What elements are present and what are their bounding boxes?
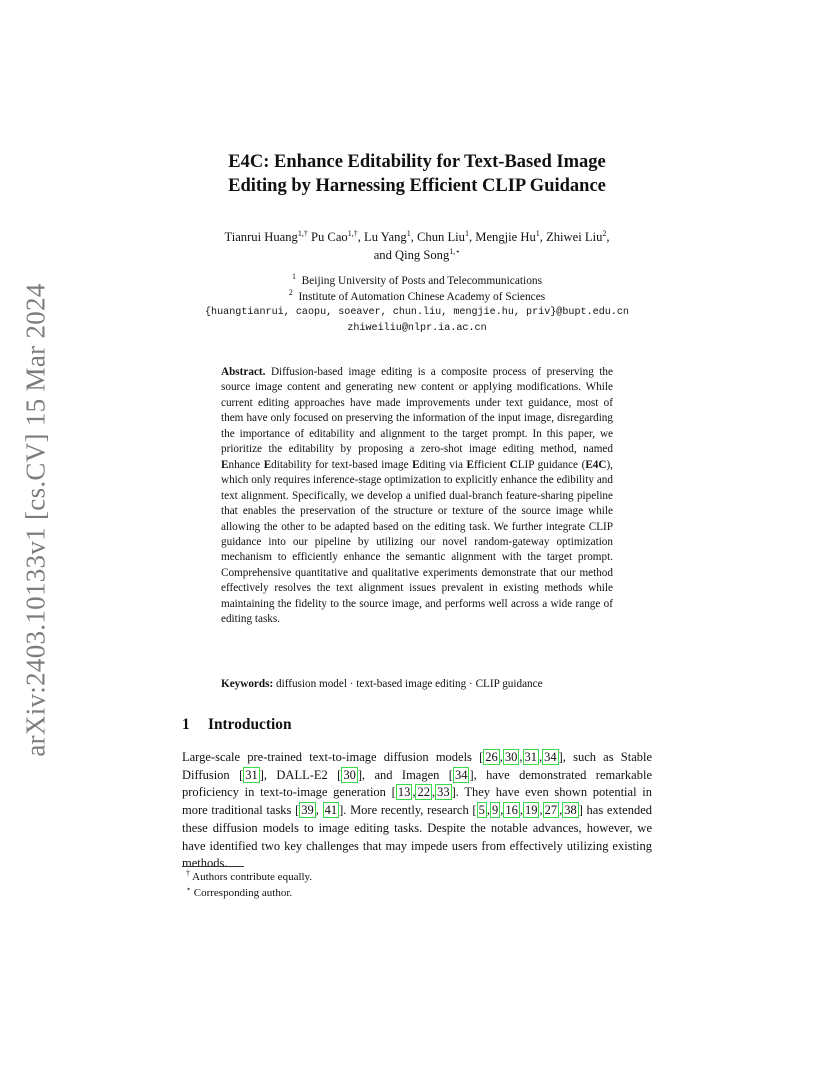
author-affil-mark: 1,†: [347, 228, 358, 238]
acronym-letter: E: [466, 458, 474, 471]
citation-separator: ,: [315, 803, 323, 818]
abstract: [221, 365, 613, 628]
body-text: ]. More recently, research [: [339, 803, 477, 818]
keywords: [221, 677, 641, 692]
citation-separator: ,: [486, 803, 490, 818]
abstract-text: Diffusion-based image editing is a composite process of preserving the source image content and generating new content or applying modifications. While current editing approaches have made improvements under text guidance, most of them have only focused on preserving the information of the input image, disregarding the importance of editability and alignment to the target prompt. In this paper, we prioritize the editability by proposing a zero-shot image editing method, named: [221, 366, 613, 456]
citation-separator: ,: [412, 785, 416, 800]
acronym-letter: E: [412, 458, 420, 471]
citation-separator: ,: [559, 803, 563, 818]
citation-link[interactable]: 5: [478, 803, 485, 818]
author-separator: ,: [606, 230, 610, 244]
footnote-mark: †: [186, 868, 190, 878]
footnote-text: Authors contribute equally.: [190, 871, 313, 883]
body-text: ], have demonstrated remarkable proficiency in text-to-image generation [: [182, 767, 653, 800]
author-affil-mark: 1: [535, 228, 540, 238]
footnote-rule: [182, 866, 244, 867]
acronym-letter: E: [221, 458, 229, 471]
author-affil-mark: 1: [464, 228, 469, 238]
footnote-mark: ⋆: [186, 884, 192, 894]
email-list: {huangtianrui, caopu, soeaver, chun.liu, mengjie.hu, priv}@bupt.edu.cn: [204, 307, 629, 318]
body-text: Large-scale pre-trained text-to-image diffusion models [: [182, 750, 484, 764]
citation-link[interactable]: 34: [454, 767, 468, 782]
citation-separator: ,: [431, 785, 436, 800]
abstract-text: diting via: [419, 458, 467, 471]
author-name: Tianrui Huang: [224, 230, 298, 244]
author-name: Pu Cao: [307, 230, 348, 244]
citation-link[interactable]: 31: [524, 750, 538, 764]
keywords-label: Keywords:: [221, 678, 274, 690]
citation-separator: ,: [519, 803, 523, 818]
author-list: [182, 228, 652, 264]
section-heading: [182, 716, 292, 734]
author-name: , Lu Yang: [357, 230, 407, 244]
author-affil-mark: 1,†: [297, 228, 308, 238]
citation-link[interactable]: 31: [245, 767, 258, 782]
email-secondary: zhiweiliu@nlpr.ia.ac.cn: [347, 322, 487, 334]
body-text: ], and Imagen [: [357, 767, 453, 782]
citation-link[interactable]: 13: [397, 785, 411, 800]
abstract-text: LIP guidance (: [517, 458, 586, 471]
citation-link[interactable]: 38: [564, 803, 577, 818]
title-line-2: Editing by Harnessing Efficient CLIP Guidance: [228, 176, 606, 196]
citation-link[interactable]: 34: [544, 750, 557, 764]
acronym-letter: E: [263, 458, 272, 471]
citation-link[interactable]: 19: [524, 803, 538, 818]
body-text: ]. They have even shown potential in more traditional tasks [: [182, 785, 652, 818]
affiliations: [182, 274, 652, 336]
citation-link[interactable]: 9: [491, 803, 499, 818]
citation-link[interactable]: 27: [544, 803, 558, 818]
citation-link[interactable]: 30: [504, 750, 518, 764]
abstract-label: Abstract.: [221, 366, 266, 378]
paper-title: [182, 150, 652, 198]
keywords-text: diffusion model · text-based image editing · CLIP guidance: [273, 678, 543, 690]
method-acronym: E4C: [585, 458, 607, 471]
citation-link[interactable]: 41: [324, 803, 338, 818]
intro-paragraph: [182, 749, 652, 873]
citation-link[interactable]: 22: [417, 785, 430, 800]
footnote-text: Corresponding author.: [191, 887, 293, 899]
author-name: , Mengjie Hu: [468, 230, 536, 244]
author-affil-mark: 1: [406, 228, 411, 238]
title-line-1: E4C: Enhance Editability for Text-Based Image: [228, 152, 606, 172]
citation-separator: ,: [500, 803, 504, 818]
citation-link[interactable]: 33: [437, 785, 450, 800]
affiliation-name: Institute of Automation Chinese Academy of Sciences: [298, 290, 546, 303]
abstract-text: ), which only requires inference-stage optimization to explicitly enhance the edibility and text alignment. Specifically, we develop a unified dual-branch feature-sharing pipeline that enables the preservation of the structure or texture of the source image while allowing the other to be adapted based on the editing task. We further integrate CLIP guidance into our pipeline by utilizing our novel random-gateway optimization mechanism to efficiently enhance the semantic alignment with the target prompt. Comprehensive quantitative and qualitative experiments demonstrate that our method effectively resolves the text alignment issues prevalent in existing methods while maintaining the fidelity to the source image, and performs well across a wide range of editing tasks.: [221, 458, 613, 626]
abstract-text: ditability for text-based image: [271, 458, 413, 471]
author-name: , Zhiwei Liu: [539, 230, 603, 244]
citation-separator: ,: [499, 750, 503, 764]
author-name: , Chun Liu: [410, 230, 465, 244]
author-name: and Qing Song: [373, 248, 450, 262]
body-text: ], such as Stable Diffusion [: [182, 750, 653, 782]
citation-link[interactable]: 16: [505, 803, 518, 818]
affiliation-number: 1: [291, 272, 296, 282]
section-title: Introduction: [208, 716, 292, 733]
affiliation-2: [182, 287, 652, 306]
author-line-2: [182, 246, 652, 264]
section-number: 1: [182, 716, 190, 733]
author-line-1: [182, 228, 652, 246]
abstract-text: fficient: [473, 458, 510, 471]
arxiv-identifier: arXiv:2403.10133v1 [cs.CV] 15 Mar 2024: [20, 283, 51, 757]
affiliation-number: 2: [288, 287, 293, 297]
citation-link[interactable]: 30: [343, 767, 356, 782]
acronym-letter: C: [509, 458, 518, 471]
citation-separator: ,: [519, 750, 523, 764]
body-text: ] has extended these diffusion models to image editing tasks. Despite the notable advances, however, we have identified two key challenges that may impede users from effectively utilizing existing methods.: [182, 803, 652, 871]
author-affil-mark: 2: [602, 228, 607, 238]
citation-link[interactable]: 39: [301, 803, 314, 818]
affiliation-1: [182, 274, 652, 290]
affiliation-name: Beijing University of Posts and Telecommunications: [301, 275, 543, 287]
citation-separator: ,: [539, 750, 543, 764]
citation-separator: ,: [539, 803, 543, 818]
body-text: ], DALL-E2 [: [259, 767, 342, 782]
footnote-2: [186, 885, 312, 901]
author-affil-mark: 1,⋆: [449, 246, 461, 256]
citation-link[interactable]: 26: [485, 750, 498, 764]
footnote-1: [186, 869, 312, 885]
footnotes: [186, 869, 312, 901]
abstract-text: nhance: [228, 458, 264, 471]
